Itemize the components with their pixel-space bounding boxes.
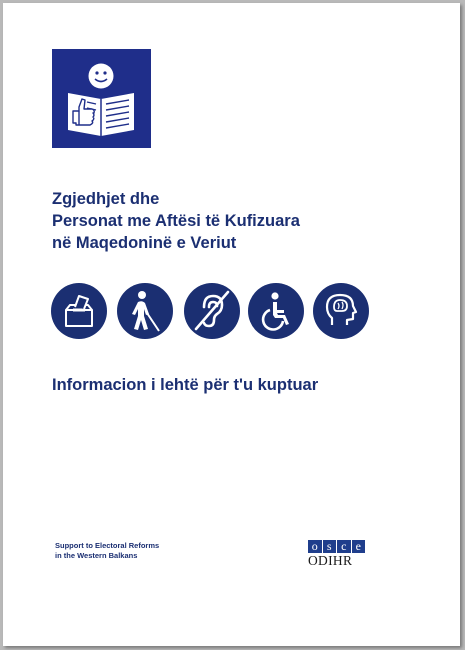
odihr-wordmark: ODIHR: [308, 553, 353, 568]
osce-letter: s: [323, 540, 337, 553]
hearing-impaired-icon: [184, 283, 240, 339]
osce-odihr-logo: [308, 540, 366, 568]
title-line-3: në Maqedoninë e Veriut: [52, 234, 237, 252]
easy-read-logo-icon: [52, 49, 151, 148]
accessibility-icon-row: [51, 283, 381, 339]
title-line-2: Personat me Aftësi të Kufizuara: [52, 212, 300, 230]
head-brain-icon: [313, 283, 369, 339]
document-title: [52, 188, 300, 254]
program-name-line-2: in the Western Balkans: [55, 551, 138, 560]
title-line-1: Zgjedhjet dhe: [52, 190, 160, 208]
osce-letter: c: [337, 540, 351, 553]
osce-letter: o: [308, 540, 322, 553]
document-page: [3, 3, 460, 646]
program-name-line-1: Support to Electoral Reforms: [55, 541, 160, 550]
program-name: [55, 541, 159, 561]
osce-letter: e: [352, 540, 366, 553]
blind-person-cane-icon: [117, 283, 173, 339]
wheelchair-icon: [248, 283, 304, 339]
osce-wordmark: [308, 540, 366, 553]
ballot-box-icon: [51, 283, 107, 339]
easy-read-subtitle: Informacion i lehtë për t'u kuptuar: [52, 376, 319, 394]
